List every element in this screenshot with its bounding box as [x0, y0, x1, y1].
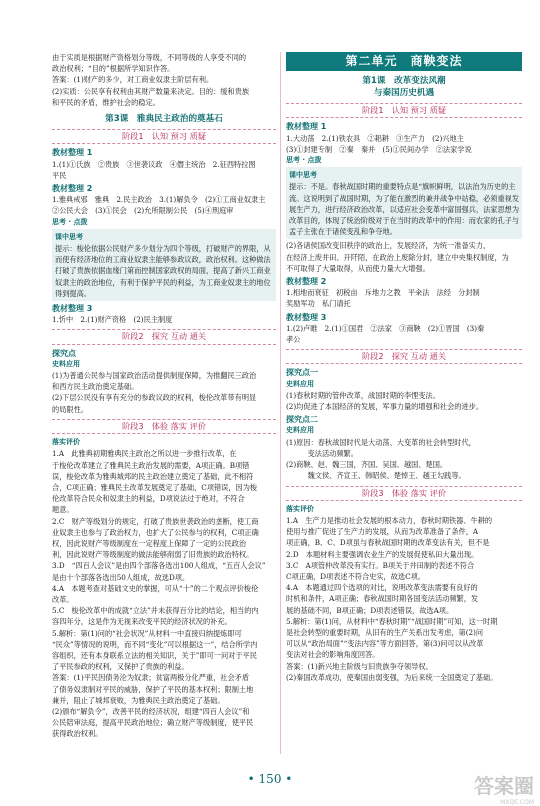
history-sub-label: 史料应用: [52, 359, 80, 368]
textbook-3-heading: 教材整理 3: [286, 312, 327, 322]
text-line: (2)均促进了本国经济的发展，军事力量的增强和社会的进步。: [286, 402, 484, 412]
think-sub-label: 课中思考: [55, 232, 83, 241]
text-line: 2.C 财产等级划分的规定，打破了贵族世袭政治的垄断，使工商: [52, 516, 259, 526]
text-line: 是由十个部落各选出50人组成，故选D项。: [52, 572, 190, 582]
text-line: 于梭伦改革建立了雅典民主政治发展的需要，A项正确。B项错: [52, 460, 250, 470]
text-line: 答案：(1)财产的多少，对工商业奴隶主阶层有利。: [52, 75, 214, 85]
text-line: 1.大动荡 2.(1)铁农具 ②耜耕 ③生产力 (2)兴地主: [286, 133, 464, 143]
unit-banner: 第二单元 商鞅变法: [286, 52, 522, 71]
textbook-2-heading: 教材整理 2: [286, 277, 327, 287]
text-line: 3.C A项管仲改革没有实行。B项关于井田制的表述不符合: [286, 560, 475, 570]
stage-2-heading: 阶段2 探究 互动 通关: [52, 329, 276, 344]
text-line: 4.A 本题考查对基础文史的掌握，可从“十”的二个观点评价梭伦: [52, 583, 259, 593]
text-line: 和西方民主政治奠定基础。: [52, 382, 139, 392]
text-line: 展的基础不同，B项正确；D项表述错误，故选A项。: [286, 605, 454, 615]
text-line: 1.相地而衰征 初税亩 斥地力之教 平籴法 法经 分封制: [286, 288, 480, 298]
text-line: (2)秦国改革成功，使秦国由弱变强，为后来统一全国奠定了基础。: [286, 672, 498, 682]
text-line: 时机和条件，A项正确；春秋战国时期各国变法活动频繁，发: [286, 594, 479, 604]
text-line: 奖励军功 私门请托: [286, 299, 351, 309]
text-line: (2)实质：公民享有权利由其财产数量来决定。目的：缓和贵族: [52, 86, 250, 96]
stage-3-heading: 阶段3 体验 落实 评价: [52, 419, 276, 434]
text-line: 容组织，还有本身联系立法的相关知识，关于”即可一问对于平民: [52, 650, 257, 660]
history-sub-label: 史料应用: [286, 379, 314, 388]
text-line: 4.A 本题通过四个选项的对比，说明改革变法需要有良好的: [286, 583, 478, 593]
stage-1-heading: 阶段1 认知 预习 质疑: [286, 103, 522, 118]
text-line: 可以从“政治局面”“变法内容”等方面回答，第(3)问可以从改革: [286, 639, 484, 649]
text-line: 1.A 生产力是推动社会发展的根本动力，春秋时期铁器、牛耕的: [286, 515, 493, 525]
text-line: 5.解析：第(1)问的“社会状况”从材料一中直接归纳提炼即可: [52, 628, 242, 638]
think-text: 提示：梭伦依据公民财产多少划分为四个等级，打破财产的界限，从而使有经济地位的工商业奴隶主能够参政议政，政治权利。这种做法打破了贵族依据血缘门第而控制国家政权的局面，提高了新兴工商业奴隶主的政治地位，有利于保护平民的利益，为工商业奴隶主的地位得到提高。: [55, 244, 271, 298]
text-line: 是社会转型的重要时期，从旧有的生产关系出发考虑，第(2)问: [286, 627, 484, 637]
explore-2-heading: 探究点二: [286, 415, 318, 425]
text-line: 由于实质是根据财产资格划分等级，不同等级的人享受不同的: [52, 53, 247, 62]
watermark-url: MXQE.COM: [500, 799, 534, 806]
text-line: 公民陪审法庭，提高平民政治地位；确立财产等级制度，使平民: [52, 718, 254, 728]
text-line: 1.雅典戒邪 雅典 2.民主政治 3.(1)解负令 (2)①工商业奴隶主: [52, 195, 266, 205]
practice-heading: 落实评价: [52, 438, 80, 447]
practice-heading: 落实评价: [286, 504, 314, 513]
watermark-text: 答案圈: [474, 774, 534, 798]
text-line: 项正确，B、C、D项虽与春秋战国时期的改革变法有关，但不是: [286, 538, 490, 548]
text-line: 权，因此说财产等级制度在一定程度上保障了一定的公民政治: [52, 538, 247, 548]
text-line: 变法活动频繁。: [286, 448, 358, 458]
textbook-2-heading: 教材整理 2: [52, 184, 93, 194]
explore-heading: 探究点: [52, 348, 76, 358]
intro-block: [52, 52, 276, 108]
text-line: (1)为普通公民参与国家政治活动提供制度保障，为推翻民三政治: [52, 371, 257, 381]
text-line: 改革。: [52, 594, 74, 604]
text-line: ②公民大会 (3)①民会 (2)允所限制公民 (5)④刑庭审: [52, 206, 234, 216]
text-line: (1)春秋时期的管仲改革，战国时期的李悝变法。: [286, 390, 440, 400]
left-column: [52, 52, 276, 740]
text-line: 误，梭伦改革为雅典城邦的民主政治建立奠定了基础，此不相符: [52, 471, 254, 481]
text-line: 了平民参政的权利，又保护了贵族的利益。: [52, 662, 189, 672]
text-line: 1.A 此雅典初期雅典民主政治之所以进一步推行改革，在: [52, 449, 237, 459]
think-box: [286, 167, 522, 239]
text-line: 和平民的矛盾，维护社会的稳定。: [52, 97, 160, 107]
page-number: • 150 •: [247, 772, 293, 786]
text-line: 的局限性。: [52, 404, 88, 414]
text-line: 伦改革符合民众和奴隶主的利益，D项说法过于绝对，不符合: [52, 494, 245, 504]
text-line: 平民: [52, 170, 67, 180]
right-column: [286, 52, 522, 683]
text-line: (2)各诸侯国改变旧秩序的政治上，发展经济，为统一准备实力，: [286, 241, 491, 251]
text-line: (2)商鞅、赵、魏三国，齐国、吴国、越国、楚国。: [286, 460, 448, 470]
text-line: 了债务奴隶制对平民的威胁，保护了平民的基本权利；限制土地: [52, 684, 254, 694]
text-line: 2.D 本题材料主要强调农业生产的发展促使私田大量出现。: [286, 549, 479, 559]
stage-1-heading: 阶段1 认知 预习 质疑: [52, 129, 276, 144]
text-line: 变法对社会的影响角度回答。: [286, 650, 380, 660]
text-line: 5.C 梭伦改革中的成就“立法”并未获得百分比的结论，相当的内: [52, 606, 259, 616]
history-sub-label: 史料应用: [286, 426, 314, 435]
text-line: 合，C项正确；雅典民主改革发展奠定了基础，C项错误，因为梭: [52, 482, 258, 492]
think-sub-label: 课中思考: [289, 171, 317, 180]
text-line: C项正确，D项表述不符合史实，故选C项。: [286, 571, 425, 581]
text-line: 1.忻中 2.(1)财产资格 (2)民主制度: [52, 315, 173, 325]
watermark-logo: [474, 770, 534, 806]
textbook-1-heading: 教材整理 1: [286, 122, 327, 132]
lesson-title-line-2: 与秦国历史机遇: [373, 88, 435, 99]
text-line: 利，因此说财产等级制度的做法能够削弱了旧贵族的政治特权。: [52, 550, 254, 560]
text-line: 3.D “四百人会议”是由四个部落各选出100人组成，“五百人会议”: [52, 561, 266, 571]
stage-3-heading: 阶段3 体验 落实 评价: [286, 486, 522, 501]
lesson-title-line-1: 第1课 改革变法风潮: [362, 76, 446, 87]
text-line: 政治权利；“目的”根据所学知识作答。: [52, 64, 175, 74]
practice-block: [286, 515, 522, 683]
text-line: (2)颁布“解负令”，改善平民的经济状况，组建“四百人会议”和: [52, 706, 250, 716]
practice-block: [52, 448, 276, 739]
text-line: 题意。: [52, 505, 74, 515]
text-line: 不可取得了大量取得，从而使力量大大增强。: [286, 263, 430, 273]
text-line: 1.(2)卢睢 2.(1)①国君 ②法家 ③商鞅 (2)①晋国 (3)秦: [286, 323, 485, 333]
text-line: 魏文侯、齐宣王、韩昭侯、楚悼王、越王勾践等。: [286, 471, 466, 481]
think-box: [52, 229, 276, 301]
column-divider: [280, 52, 281, 754]
textbook-1-heading: 教材整理 1: [52, 148, 93, 158]
text-line: 5.解析：第(1)问，从材料中“春秋时期”“战国时期”可知，这一时期: [286, 616, 498, 626]
lesson-title: 第3课 雅典民主政治的奠基石: [105, 114, 223, 125]
text-line: “民众”等情况的说明，而不同“变化”可以根据这一”，结合所学内: [52, 639, 258, 649]
text-line: 1.(1)①氏族 ②贵族 ③世袭议政 ④僭主统治 2.征西特拉图: [52, 159, 256, 169]
text-line: 容四年分，这是作为无视来改变平民的经济状况的补充。: [52, 617, 232, 627]
text-line: (2)下层公民没有享有充分的参政议政的权利，梭伦改革带有明显: [52, 393, 257, 403]
text-line: 业奴隶主也参与了政治权力，也扩大了公民参与的权利，C项正确: [52, 527, 259, 537]
think-heading: 思考 · 点拨: [286, 156, 322, 165]
page-number-value: 150: [258, 772, 282, 786]
text-line: (1)原因：春秋战国时代是大动荡、大变革的社会转型时代，: [286, 437, 476, 447]
explore-1-heading: 探究点一: [286, 368, 318, 378]
textbook-3-heading: 教材整理 3: [52, 304, 93, 314]
text-line: 在经济上废井田、开阡陌，在政治上废除分封，建立中央集权制度，为: [286, 252, 509, 262]
text-line: (3)①封建专制 ②秦 秦并 (5)①民间办学 ②法家学说: [286, 144, 472, 154]
text-line: 兼并，阻止了城邦衰败，为雅典民主政治奠定了基础。: [52, 695, 225, 705]
text-line: 孝公: [286, 335, 301, 345]
think-text: 提示：不是。春秋战国时期的重要特点是“旗帜鲜明，以法治为历史的主流。这说明到了战国时期，为了能在激烈的兼并战争中站稳，必须重视发展生产力，进行经济政治改革，以适应社会变革中富国强兵、法家思想为改革目的，体现了统治阶级对于在当时的改革中的作用：而农家的孔子与孟子主张在于诸侯变乱和争夺地。: [289, 182, 520, 237]
stage-2-heading: 阶段2 探究 互动 通关: [286, 349, 522, 364]
lesson-title: [286, 75, 522, 99]
text-line: 答案：(1)新兴地主阶级与旧贵族争夺领导权。: [286, 661, 433, 671]
think-heading: 思考 · 点拨: [52, 217, 88, 226]
text-line: 获得政治权利。: [52, 729, 103, 739]
text-line: 答案：(1)平民因债务沦为奴隶；贫富两极分化严重，社会矛盾: [52, 673, 250, 683]
text-line: 使用与推广促进了生产力的发展，从而为改革准备了条件，A: [286, 527, 479, 537]
